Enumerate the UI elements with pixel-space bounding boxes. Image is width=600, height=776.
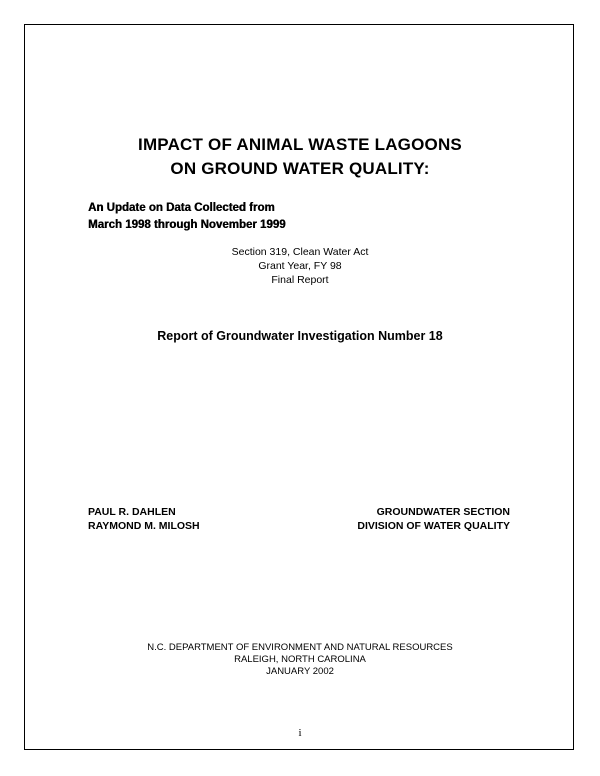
subtitle-line-1: An Update on Data Collected from [88,202,275,214]
grant-info-line-3: Final Report [271,274,329,286]
footer-date: JANUARY 2002 [266,666,334,677]
subtitle-line-2: March 1998 through November 1999 [88,219,286,231]
organization-division: DIVISION OF WATER QUALITY [357,520,510,532]
title-line-1: IMPACT OF ANIMAL WASTE LAGOONS [138,135,462,154]
grant-info-line-2: Grant Year, FY 98 [258,260,342,272]
footer-department: N.C. DEPARTMENT OF ENVIRONMENT AND NATURAL RESOURCES [147,642,453,653]
author-1: PAUL R. DAHLEN [88,506,176,518]
title-line-2: ON GROUND WATER QUALITY: [170,159,430,178]
organization-section: GROUNDWATER SECTION [376,506,510,518]
page-number: i [298,727,302,739]
author-2: RAYMOND M. MILOSH [88,520,200,532]
footer-location: RALEIGH, NORTH CAROLINA [234,654,366,665]
report-number: Report of Groundwater Investigation Number 18 [157,329,443,343]
grant-info-line-1: Section 319, Clean Water Act [231,246,369,258]
